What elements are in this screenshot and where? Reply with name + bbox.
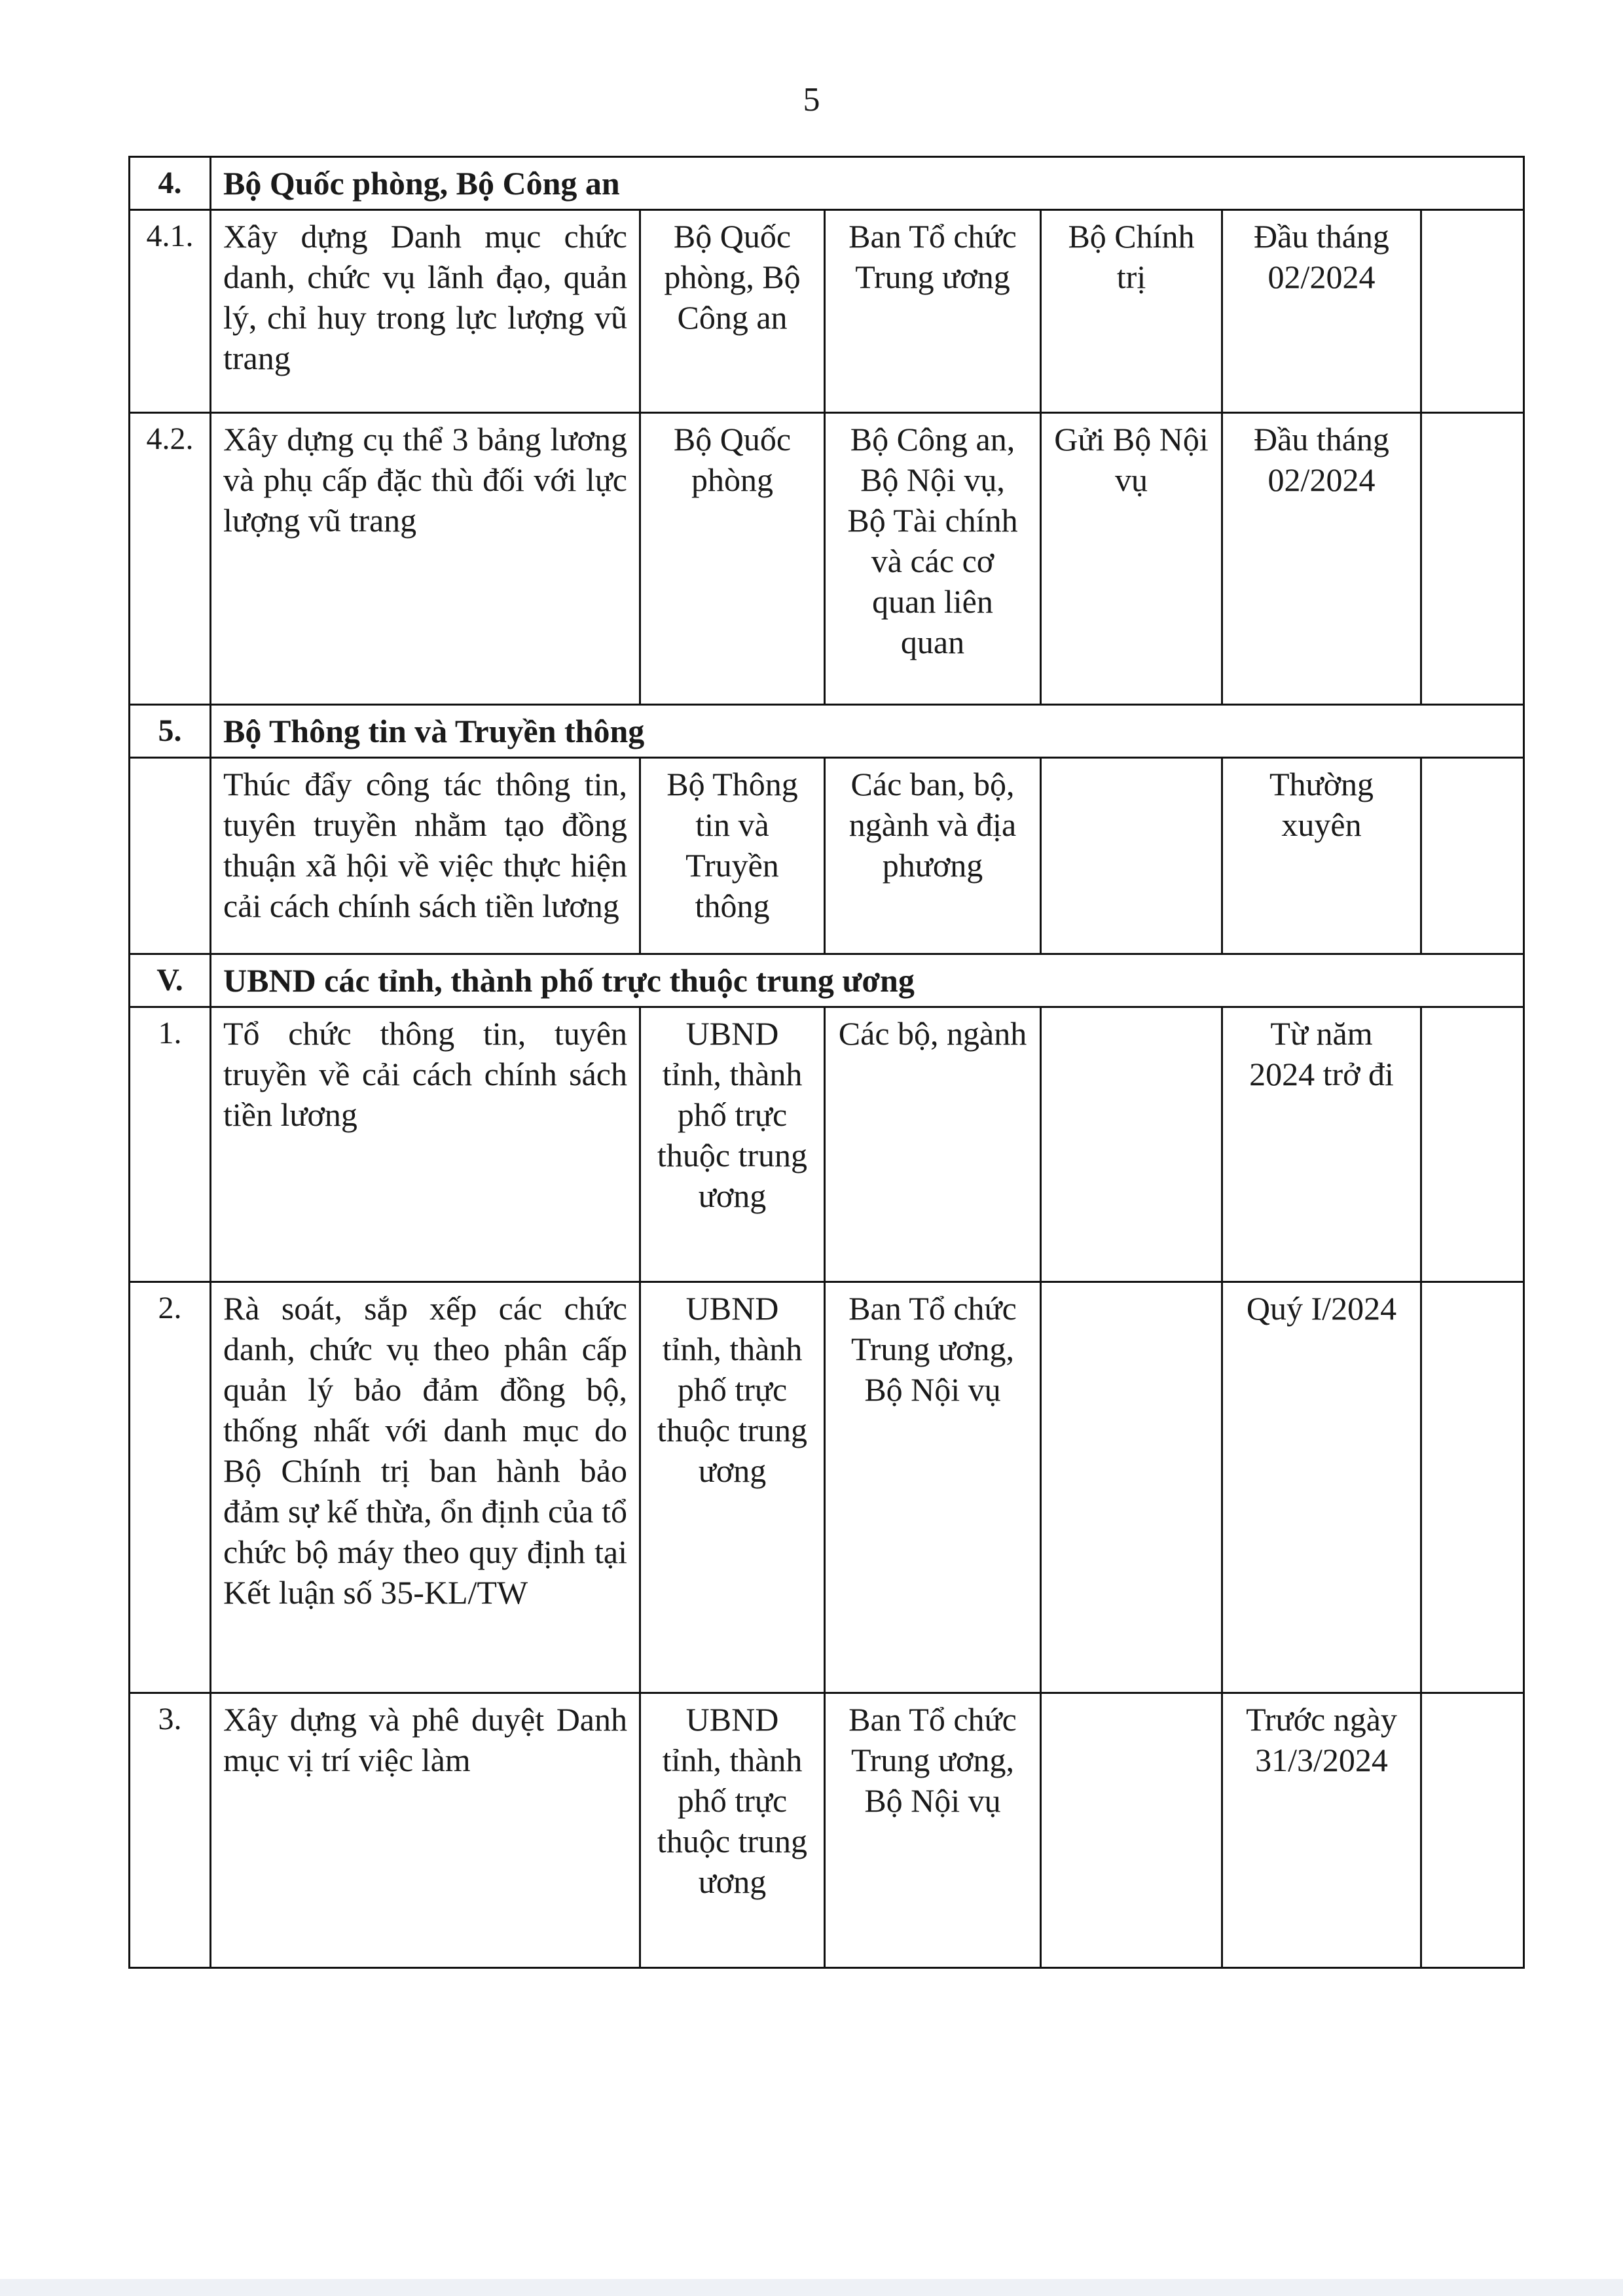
submit-to [1041, 1693, 1222, 1968]
row-number: 4.2. [130, 413, 211, 705]
note-cell [1421, 1282, 1524, 1693]
submit-to: Gửi Bộ Nội vụ [1041, 413, 1222, 705]
task-description: Rà soát, sắp xếp các chức danh, chức vụ theo phân cấp quản lý bảo đảm đồng bộ, thống nhất với danh mục do Bộ Chính trị ban hành bảo đảm sự kế thừa, ổn định của tổ chức bộ máy theo quy định tại Kết luận số 35-KL/TW [211, 1282, 640, 1693]
coordinating-agency: Ban Tổ chức Trung ương, Bộ Nội vụ [825, 1693, 1041, 1968]
task-table [128, 156, 1525, 1969]
note-cell [1421, 210, 1524, 413]
lead-agency: UBND tỉnh, thành phố trực thuộc trung ương [640, 1693, 825, 1968]
submit-to: Bộ Chính trị [1041, 210, 1222, 413]
coordinating-agency: Ban Tổ chức Trung ương, Bộ Nội vụ [825, 1282, 1041, 1693]
lead-agency: Bộ Thông tin và Truyền thông [640, 758, 825, 954]
task-description: Xây dựng và phê duyệt Danh mục vị trí việc làm [211, 1693, 640, 1968]
submit-to [1041, 1282, 1222, 1693]
row-number: 3. [130, 1693, 211, 1968]
table-row [130, 1007, 1524, 1282]
task-description: Tổ chức thông tin, tuyên truyền về cải cách chính sách tiền lương [211, 1007, 640, 1282]
section-header [130, 157, 1524, 210]
lead-agency: Bộ Quốc phòng [640, 413, 825, 705]
section-header [130, 954, 1524, 1007]
section-title: UBND các tỉnh, thành phố trực thuộc trung ương [211, 954, 1524, 1007]
deadline: Đầu tháng 02/2024 [1222, 210, 1421, 413]
row-number: 4.1. [130, 210, 211, 413]
coordinating-agency: Ban Tổ chức Trung ương [825, 210, 1041, 413]
coordinating-agency: Bộ Công an, Bộ Nội vụ, Bộ Tài chính và các cơ quan liên quan [825, 413, 1041, 705]
table-row [130, 1693, 1524, 1968]
section-number: 5. [130, 705, 211, 758]
lead-agency: Bộ Quốc phòng, Bộ Công an [640, 210, 825, 413]
scan-edge [0, 2279, 1623, 2296]
section-title: Bộ Quốc phòng, Bộ Công an [211, 157, 1524, 210]
table-row [130, 413, 1524, 705]
note-cell [1421, 1693, 1524, 1968]
deadline: Quý I/2024 [1222, 1282, 1421, 1693]
page-number: 5 [803, 81, 820, 118]
note-cell [1421, 1007, 1524, 1282]
table-row [130, 210, 1524, 413]
note-cell [1421, 413, 1524, 705]
table-row [130, 758, 1524, 954]
row-number [130, 758, 211, 954]
note-cell [1421, 758, 1524, 954]
coordinating-agency: Các bộ, ngành [825, 1007, 1041, 1282]
deadline: Từ năm 2024 trở đi [1222, 1007, 1421, 1282]
deadline: Trước ngày 31/3/2024 [1222, 1693, 1421, 1968]
task-description: Xây dựng cụ thể 3 bảng lương và phụ cấp đặc thù đối với lực lượng vũ trang [211, 413, 640, 705]
table-row [130, 1282, 1524, 1693]
submit-to [1041, 1007, 1222, 1282]
deadline: Thường xuyên [1222, 758, 1421, 954]
row-number: 2. [130, 1282, 211, 1693]
section-number: 4. [130, 157, 211, 210]
task-description: Thúc đẩy công tác thông tin, tuyên truyền nhằm tạo đồng thuận xã hội về việc thực hiện cải cách chính sách tiền lương [211, 758, 640, 954]
submit-to [1041, 758, 1222, 954]
lead-agency: UBND tỉnh, thành phố trực thuộc trung ương [640, 1007, 825, 1282]
deadline: Đầu tháng 02/2024 [1222, 413, 1421, 705]
section-title: Bộ Thông tin và Truyền thông [211, 705, 1524, 758]
lead-agency: UBND tỉnh, thành phố trực thuộc trung ương [640, 1282, 825, 1693]
task-description: Xây dựng Danh mục chức danh, chức vụ lãnh đạo, quản lý, chỉ huy trong lực lượng vũ trang [211, 210, 640, 413]
section-header [130, 705, 1524, 758]
coordinating-agency: Các ban, bộ, ngành và địa phương [825, 758, 1041, 954]
row-number: 1. [130, 1007, 211, 1282]
section-number: V. [130, 954, 211, 1007]
